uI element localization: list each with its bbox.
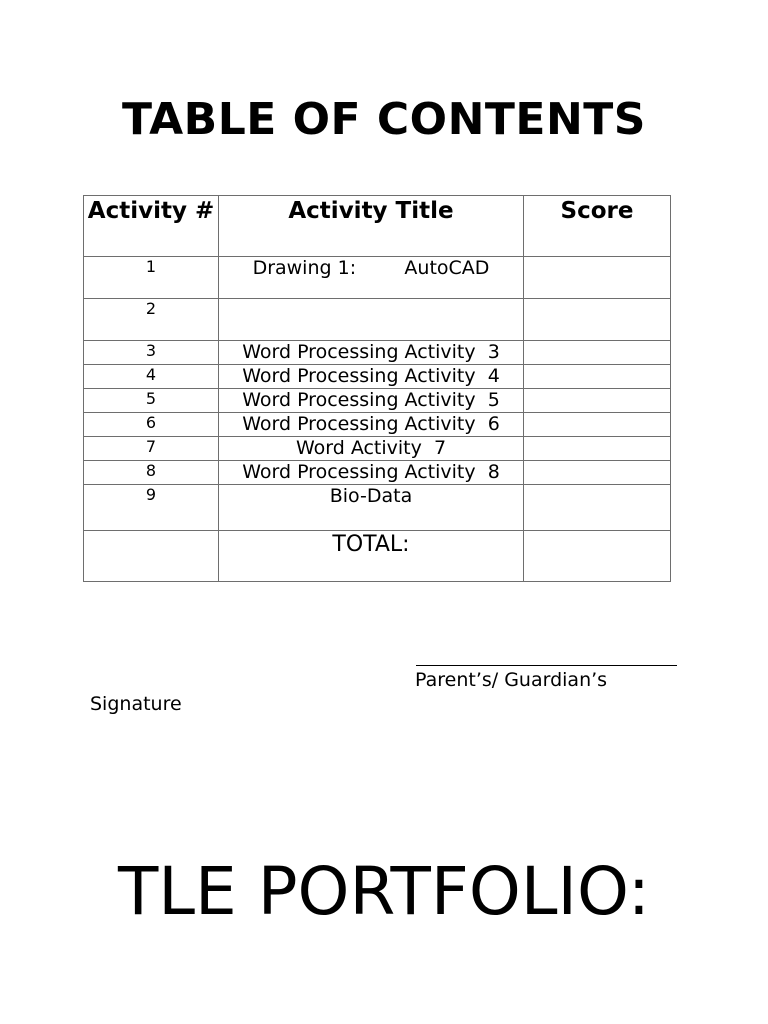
activity-number: 9 xyxy=(84,485,219,531)
score-cell xyxy=(524,413,671,437)
table-row xyxy=(84,389,671,413)
table-of-contents xyxy=(83,195,671,582)
table-row xyxy=(84,257,671,299)
table-row xyxy=(84,365,671,389)
activity-title: Word Processing Activity 5 xyxy=(219,389,524,413)
activity-number: 2 xyxy=(84,299,219,341)
table-row xyxy=(84,437,671,461)
activity-title: Bio-Data xyxy=(219,485,524,531)
header-score: Score xyxy=(524,196,671,257)
score-cell xyxy=(524,341,671,365)
table-row xyxy=(84,461,671,485)
total-score-cell xyxy=(524,531,671,582)
table-row xyxy=(84,341,671,365)
activity-number: 6 xyxy=(84,413,219,437)
activity-title xyxy=(219,299,524,341)
total-row xyxy=(84,531,671,582)
score-cell xyxy=(524,299,671,341)
table-row xyxy=(84,485,671,531)
activity-number: 7 xyxy=(84,437,219,461)
total-empty-cell xyxy=(84,531,219,582)
signature-label-parent: Parent’s/ Guardian’s xyxy=(415,669,608,691)
signature-line xyxy=(416,665,677,666)
score-cell xyxy=(524,389,671,413)
page-title: TABLE OF CONTENTS xyxy=(122,94,646,145)
total-label: TOTAL: xyxy=(219,531,524,582)
table-header-row xyxy=(84,196,671,257)
activity-title: Drawing 1: AutoCAD xyxy=(219,257,524,299)
activity-title: Word Processing Activity 6 xyxy=(219,413,524,437)
signature-label: Signature xyxy=(90,693,182,715)
activity-number: 5 xyxy=(84,389,219,413)
activity-number: 1 xyxy=(84,257,219,299)
header-activity-number: Activity # xyxy=(84,196,219,257)
activity-number: 3 xyxy=(84,341,219,365)
table-row xyxy=(84,299,671,341)
score-cell xyxy=(524,485,671,531)
activity-title: Word Processing Activity 8 xyxy=(219,461,524,485)
activity-number: 4 xyxy=(84,365,219,389)
score-cell xyxy=(524,461,671,485)
score-cell xyxy=(524,437,671,461)
activity-title: Word Activity 7 xyxy=(219,437,524,461)
activity-title: Word Processing Activity 4 xyxy=(219,365,524,389)
header-activity-title: Activity Title xyxy=(219,196,524,257)
activity-number: 8 xyxy=(84,461,219,485)
activity-title: Word Processing Activity 3 xyxy=(219,341,524,365)
score-cell xyxy=(524,365,671,389)
portfolio-title: TLE PORTFOLIO: xyxy=(117,853,651,930)
table-row xyxy=(84,413,671,437)
score-cell xyxy=(524,257,671,299)
